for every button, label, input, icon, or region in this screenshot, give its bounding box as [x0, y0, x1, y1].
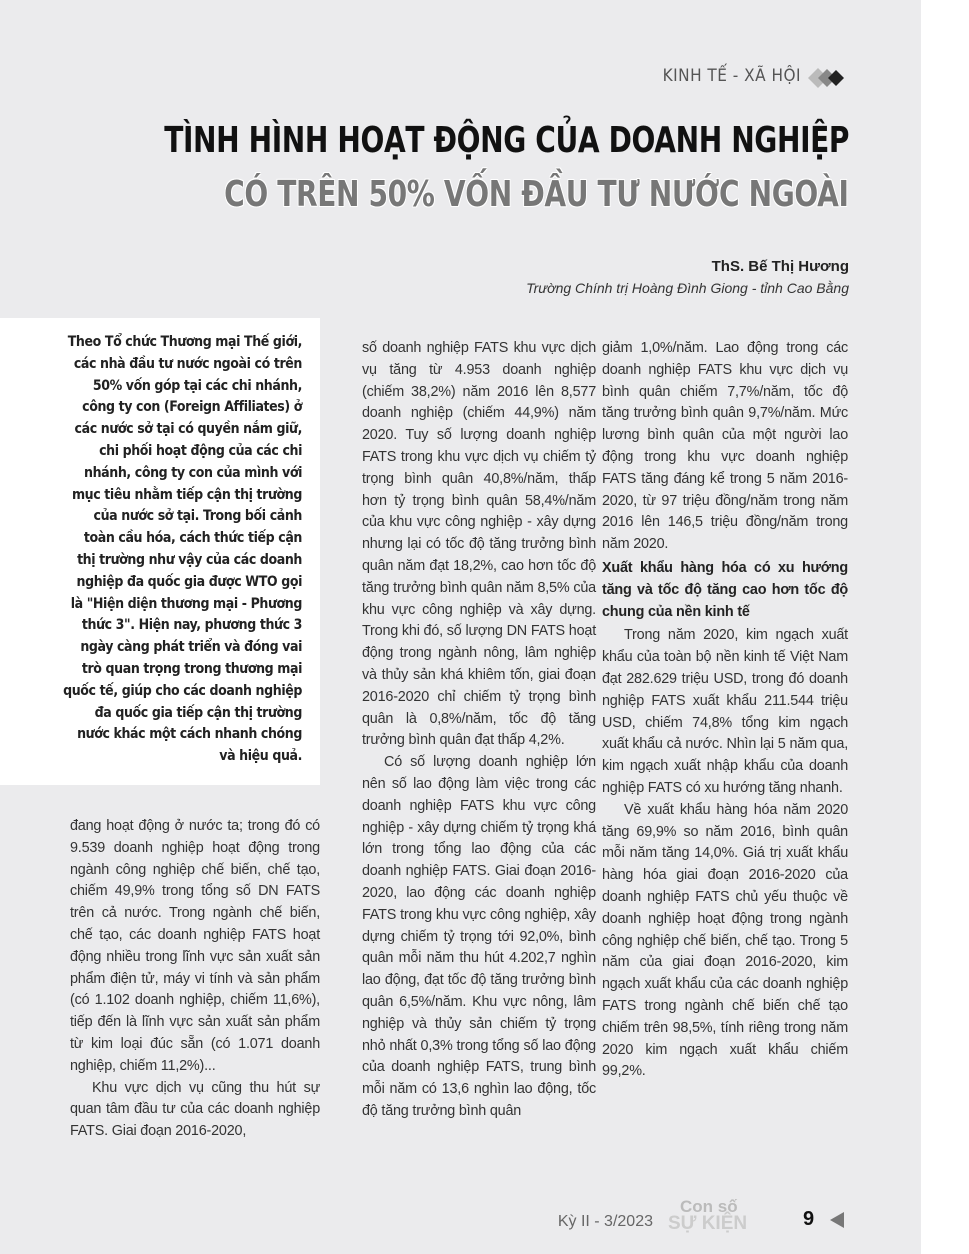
- magazine-logo-bottom: SỰ KIỆN: [668, 1213, 748, 1234]
- intro-text: Theo Tổ chức Thương mại Thế giới, các nhà đầu tư nước ngoài có trên 50% vốn góp tại các chi nhánh, công ty con (Foreign Affiliates) ở các nước sở tại có quyền nắm giữ, chi phối hoạt động của các chi nhánh, công ty con của mình với mục tiêu nhằm tiếp cận thị trường của nước sở tại. Trong bối cảnh toàn cầu hóa, cách thức tiếp cận thị trường như vậy của các doanh nghiệp đa quốc gia được WTO gọi là "Hiện diện thương mại - Phương thức 3". Hiện nay, phương thức 3 ngày càng phát triển và đóng vai trò quan trọng trong thương mại quốc tế, giúp cho các doanh nghiệp đa quốc gia tiếp cận thị trường nước khác một cách nhanh chóng và hiệu quả.: [63, 334, 302, 765]
- arrow-left-icon: [830, 1212, 844, 1228]
- column-2: [362, 338, 596, 1123]
- subheading: Xuất khẩu hàng hóa có xu hướng tăng và tốc độ tăng cao hơn tốc độ chung của nền kinh tế: [602, 559, 848, 620]
- magazine-logo-top: Con số: [680, 1197, 738, 1216]
- issue-label: Kỳ II - 3/2023: [557, 1213, 653, 1230]
- paragraph: số doanh nghiệp FATS khu vực dịch vụ tăng từ 4.953 doanh nghiệp (chiếm 38,2%) năm 2016 lên 8,577 doanh nghiệp (chiếm 44,9%) năm 2020. Tuy số lượng doanh nghiệp FATS trong khu vực dịch vụ chiếm tỷ trọng bình quân 40,8%/năm, thấp hơn tỷ trọng bình quân 58,4%/năm của khu vực công nghiệp - xây dựng nhưng lại có tốc độ tăng trưởng bình quân năm đạt 18,2%, cao hơn tốc độ tăng trưởng bình quân năm 8,5% của khu vực công nghiệp và xây dựng. Trong khi đó, số lượng DN FATS hoạt động trong ngành nông, lâm nghiệp và thủy sản khá khiêm tốn, giai đoạn 2016-2020 chỉ chiếm tỷ trọng bình quân là 0,8%/năm, tốc độ tăng trưởng bình quân đạt thấp 4,2%.: [362, 340, 596, 749]
- intro-box: [0, 318, 320, 785]
- paragraph: giảm 1,0%/năm. Lao động trong các doanh nghiệp FATS khu vực dịch vụ bình quân chiếm 7,7%/năm, tốc độ tăng trưởng bình quân 9,7%/năm. Mức lương bình quân của một người lao động trong khu vực doanh nghiệp FATS tăng đáng kể trong 5 năm 2016-2020, từ 97 triệu đồng/năm trong năm 2016 lên 146,5 triệu đồng/năm trong năm 2020.: [602, 340, 848, 553]
- diamond-ornament-icon: [806, 66, 846, 90]
- paragraph: đang hoạt động ở nước ta; trong đó có 9.539 doanh nghiệp hoạt động trong ngành công nghiệp chế biến, chế tạo, chiếm 49,9% trong tổng số DN FATS trên cả nước. Trong ngành chế biến, chế tạo, các doanh nghiệp FATS hoạt động nhiều trong lĩnh vực sản xuất sản phẩm điện tử, máy vi tính và sản phẩm (có 1.102 doanh nghiệp, chiếm 11,6%), tiếp đến là lĩnh vực sản xuất sản phẩm từ kim loại đúc sẵn (có 1.071 doanh nghiệp, chiếm 11,2%)...: [70, 818, 320, 1074]
- column-1: [70, 816, 320, 1143]
- title-line-2: CÓ TRÊN 50% VỐN ĐẦU TƯ NƯỚC NGOÀI: [224, 174, 849, 215]
- author: ThS. Bế Thị Hương: [711, 258, 849, 275]
- paragraph: Về xuất khẩu hàng hóa năm 2020 tăng 69,9% so năm 2016, bình quân mỗi năm tăng 14,0%. Giá trị xuất khẩu hàng hóa giai đoạn 2016-2020 của doanh nghiệp FATS chủ yếu thuộc về doanh nghiệp hoạt động trong ngành công nghiệp chế biến, chế tạo. Trong 5 năm của giai đoạn 2016-2020, kim ngạch xuất khẩu của các doanh nghiệp FATS trong ngành chế biến chế tạo chiếm trên 98,5%, tính riêng trong năm 2020 kim ngạch xuất khẩu chiếm 99,2%.: [602, 801, 848, 1080]
- section-label: KINH TẾ - XÃ HỘI: [662, 66, 801, 86]
- paragraph: Có số lượng doanh nghiệp lớn nên số lao động làm việc trong các doanh nghiệp FATS khu vực công nghiệp - xây dựng chiếm tỷ trọng khá lớn trong tổng lao động của các doanh nghiệp FATS. Giai đoạn 2016-2020, lao động các doanh nghiệp FATS trong khu vực công nghiệp, xây dựng chiếm tỷ trọng tới 92,0%, bình quân mỗi năm thu hút 4.202,7 nghìn lao động, đạt tốc độ tăng trưởng bình quân 6,5%/năm. Khu vực nông, lâm nghiệp và thủy sản chiếm tỷ trọng nhỏ nhất 0,3% trong tổng số lao động của doanh nghiệp FATS, trung bình mỗi năm có 13,6 nghìn lao động, tốc độ tăng trưởng bình quân: [362, 754, 596, 1119]
- title-line-1: TÌNH HÌNH HOẠT ĐỘNG CỦA DOANH NGHIỆP: [164, 120, 849, 161]
- paragraph: Trong năm 2020, kim ngạch xuất khẩu của toàn bộ nền kinh tế Việt Nam đạt 282.629 triệu USD, trong đó doanh nghiệp FATS xuất khẩu 211.544 triệu USD, chiếm 74,8% tổng kim ngạch xuất khẩu cả nước. Nhìn lại 5 năm qua, kim ngạch xuất nhập khẩu của doanh nghiệp FATS có xu hướng tăng nhanh.: [602, 627, 848, 796]
- column-3: [602, 338, 848, 1083]
- page-number: 9: [803, 1208, 815, 1230]
- paragraph: Khu vực dịch vụ cũng thu hút sự quan tâm đầu tư của các doanh nghiệp FATS. Giai đoạn 2016-2020,: [70, 1079, 320, 1140]
- author-affiliation: Trường Chính trị Hoàng Đình Giong - tỉnh Cao Bằng: [526, 280, 849, 296]
